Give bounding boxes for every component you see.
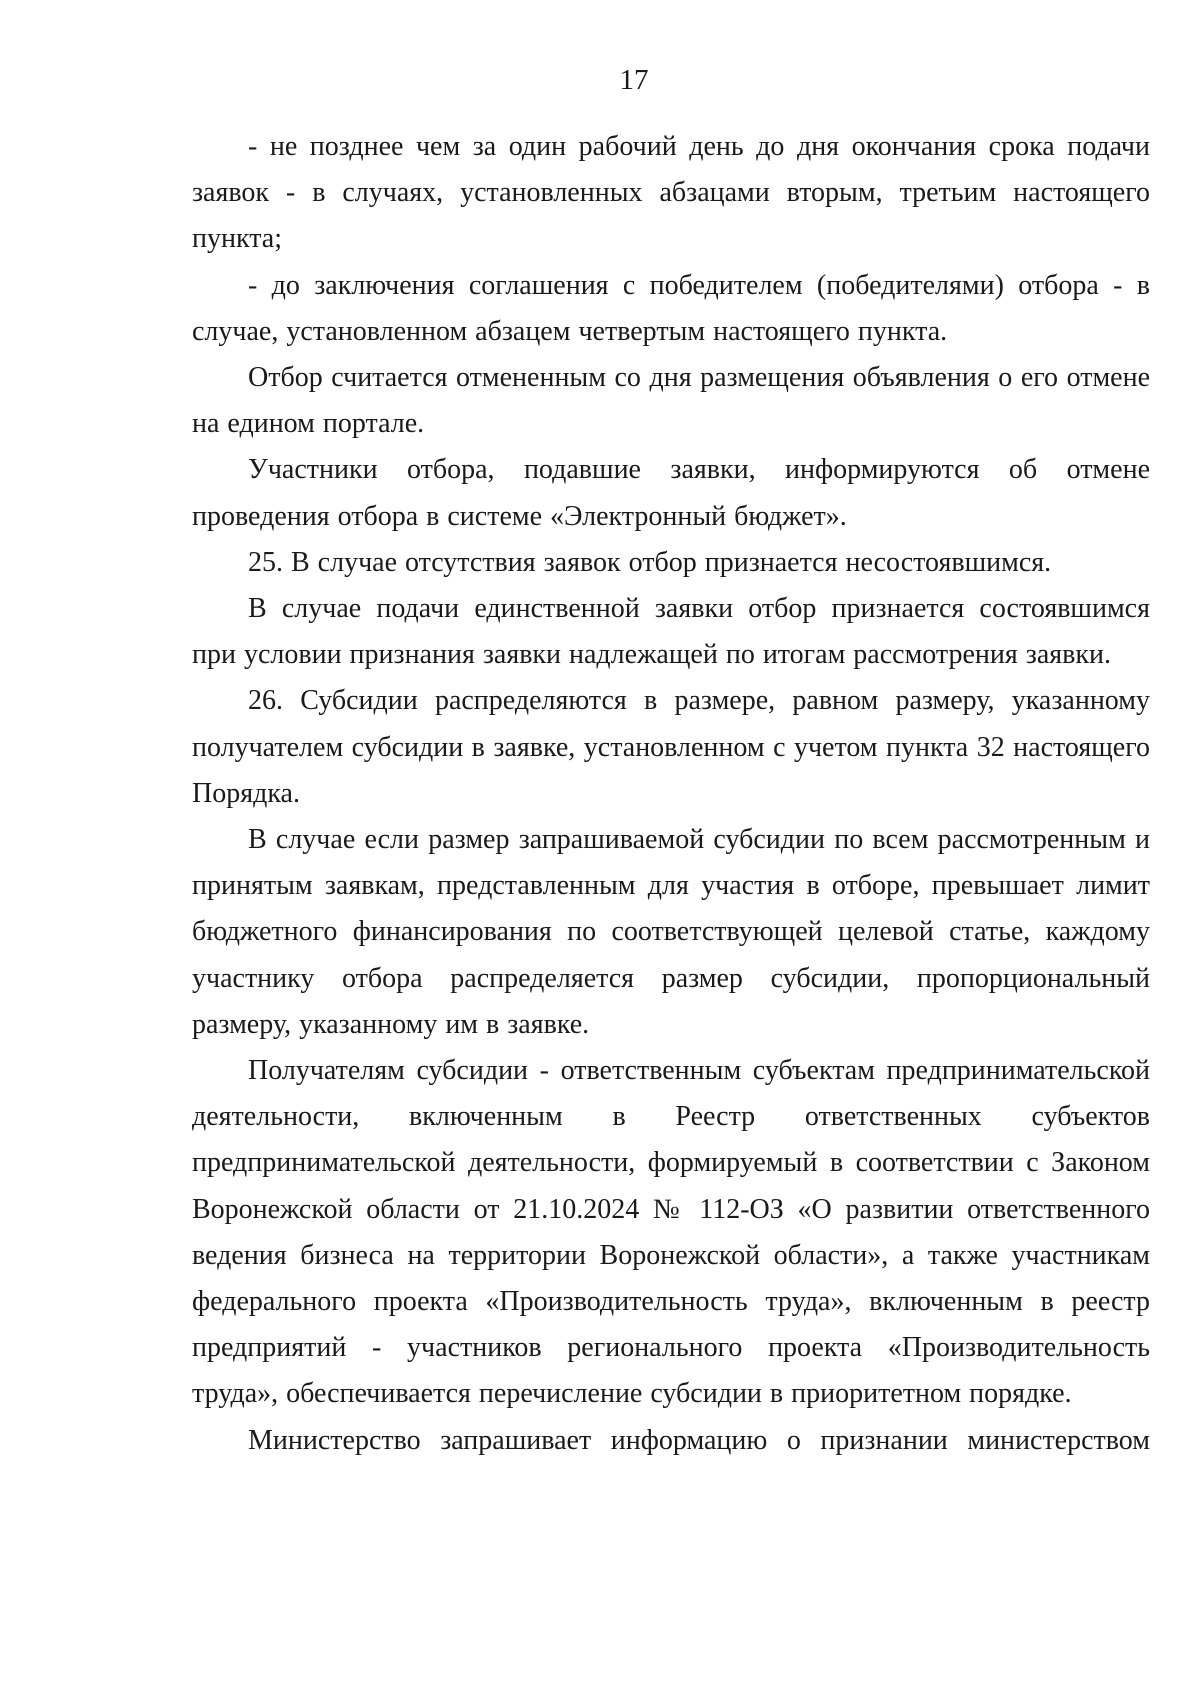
paragraph-item-26: 26. Субсидии распределяются в размере, равном размеру, указанному получателем субсидии в заявке, установленном с учетом пункта 32 настоящего Порядка. <box>192 685 1150 809</box>
page-number: 17 <box>619 64 649 96</box>
paragraph-participants-informed: Участники отбора, подавшие заявки, информируются об отмене проведения отбора в системе «Электронный бюджет». <box>192 454 1150 532</box>
paragraph-before-agreement: - до заключения соглашения с победителем (победителями) отбора - в случае, установленном абзацем четвертым настоящего пункта. <box>192 269 1150 347</box>
paragraph-budget-limit-exceeded: В случае если размер запрашиваемой субсидии по всем рассмотренным и принятым заявкам, представленным для участия в отборе, превышает лимит бюджетного финансирования по соответствующей целевой статье, каждому участнику отбора распределяется размер субсидии, пропорциональный размеру, указанному им в заявке. <box>192 824 1150 1040</box>
paragraph-selection-cancelled: Отбор считается отмененным со дня размещения объявления о его отмене на едином портале. <box>192 362 1150 440</box>
paragraph-priority-recipients: Получателям субсидии - ответственным субъектам предпринимательской деятельности, включенным в Реестр ответственных субъектов предпринимательской деятельности, формируемый в соответствии с Законом Воронежской области от 21.10.2024 № 112-ОЗ «О развитии ответственного ведения бизнеса на территории Воронежской области», а также участникам федерального проекта «Производительность труда», включенным в реестр предприятий - участников регионального проекта «Производительность труда», обеспечивается перечисление субсидии в приоритетном порядке. <box>192 1055 1150 1410</box>
document-body <box>192 124 1150 1464</box>
paragraph-ministry-request: Министерство запрашивает информацию о признании министерством <box>248 1424 1150 1456</box>
paragraph-item-25: 25. В случае отсутствия заявок отбор признается несостоявшимся. <box>248 546 1052 578</box>
paragraph-deadline-one-day: - не позднее чем за один рабочий день до дня окончания срока подачи заявок - в случаях, установленных абзацами вторым, третьим настоящего пункта; <box>192 131 1150 255</box>
paragraph-single-application: В случае подачи единственной заявки отбор признается состоявшимся при условии признания заявки надлежащей по итогам рассмотрения заявки. <box>192 593 1150 671</box>
